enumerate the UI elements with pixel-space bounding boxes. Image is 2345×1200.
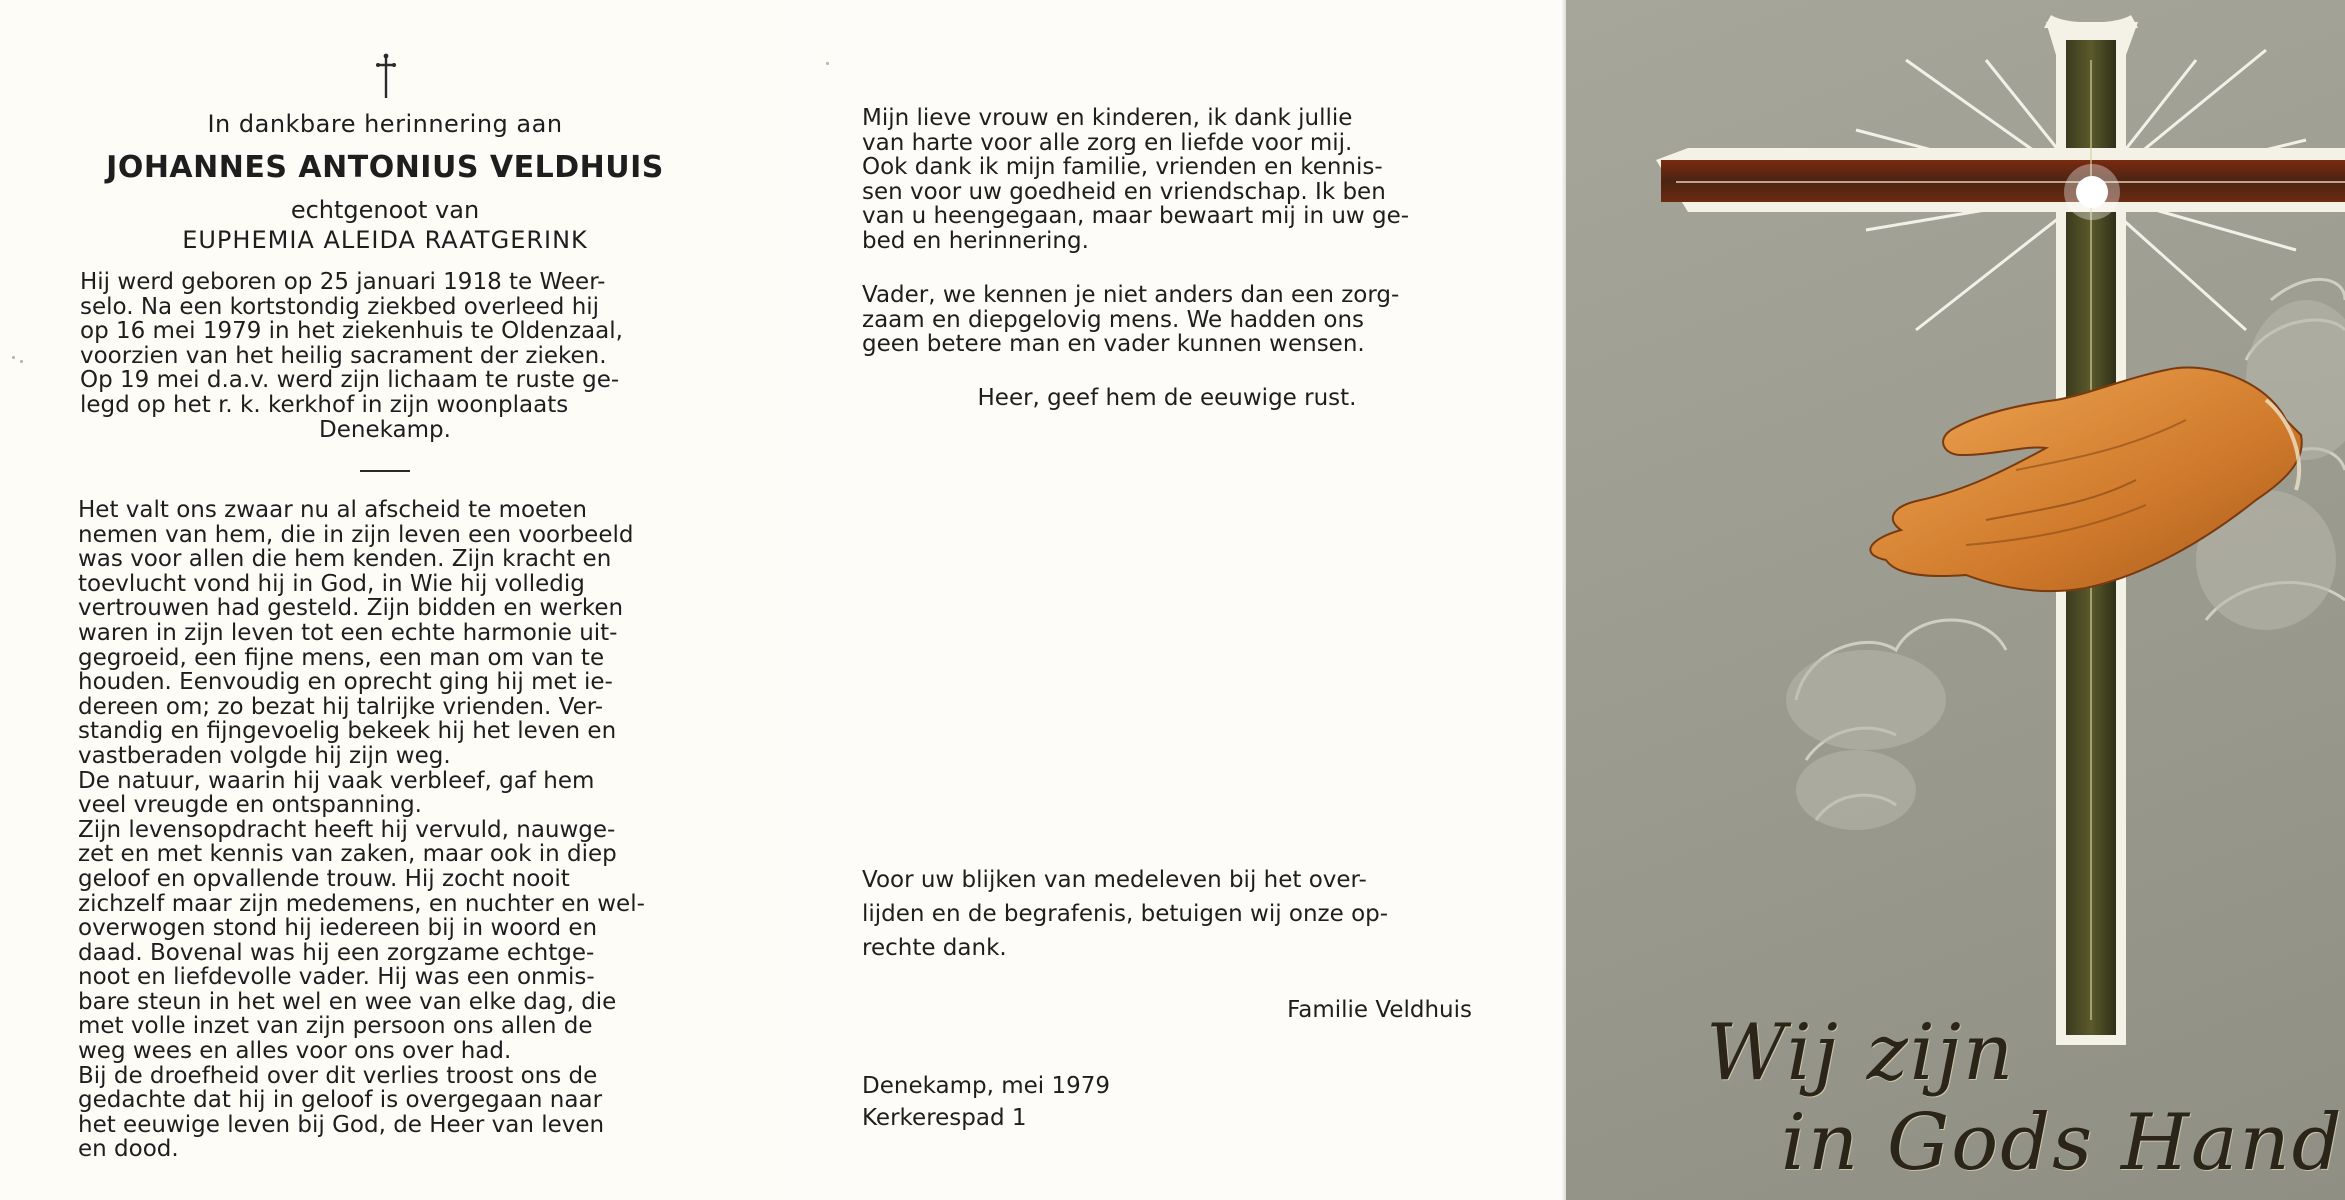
farewell-line: bed en herinnering. — [862, 227, 1089, 254]
biography-paragraph — [80, 270, 690, 418]
intro-line: In dankbare herinnering aan — [207, 110, 563, 138]
small-cross-icon — [374, 52, 398, 100]
father-line: Vader, we kennen je niet anders dan een zorg- — [862, 282, 1400, 308]
tribute-line: daad. Bovenal was hij een zorgzame echtge- — [78, 939, 595, 966]
thanks-line: rechte dank. — [862, 935, 1007, 961]
prayer-line: Heer, geef hem de eeuwige rust. — [977, 385, 1357, 411]
tribute-line: Bij de droefheid over dit verlies troost ons de — [78, 1062, 598, 1089]
thanks-line: Voor uw blijken van medeleven bij het over- — [862, 867, 1367, 893]
tribute-paragraph — [78, 498, 690, 1162]
bio-line: Op 19 mei d.a.v. werd zijn lichaam te ruste ge- — [80, 367, 620, 394]
farewell-line: Ook dank ik mijn familie, vrienden en kennis- — [862, 154, 1383, 181]
tribute-line: Zijn levensopdracht heeft hij vervuld, nauwge- — [78, 816, 616, 843]
tribute-line: het eeuwige leven bij God, de Heer van leven — [78, 1111, 605, 1138]
bio-line: Hij werd geboren op 25 januari 1918 te Weer- — [80, 269, 606, 295]
tribute-line: houden. Eenvoudig en oprecht ging hij met ie- — [78, 669, 613, 696]
father-paragraph — [862, 283, 1472, 357]
paper-speck — [826, 62, 829, 65]
tribute-line: overwogen stond hij iedereen bij in woord en — [78, 915, 598, 942]
tribute-line: weg wees en alles voor ons over had. — [78, 1038, 512, 1065]
tribute-line: gegroeid, een fijne mens, een man om van te — [78, 644, 605, 671]
family-signature: Familie Veldhuis — [1287, 997, 1472, 1023]
farewell-line: van harte voor alle zorg en liefde voor mij. — [862, 129, 1353, 156]
tribute-line: zet en met kennis van zaken, maar ook in diep — [78, 841, 617, 868]
devotional-artwork — [1566, 0, 2345, 1200]
thanks-paragraph — [862, 863, 1472, 965]
tribute-line: vertrouwen had gesteld. Zijn bidden en werken — [78, 595, 624, 622]
spouse-name: EUPHEMIA ALEIDA RAATGERINK — [182, 226, 588, 254]
deceased-name: JOHANNES ANTONIUS VELDHUIS — [106, 150, 664, 185]
father-line: zaam en diepgelovig mens. We hadden ons — [862, 306, 1365, 333]
tribute-line: geloof en opvallende trouw. Hij zocht nooit — [78, 865, 570, 892]
paper-speck — [12, 356, 15, 359]
bio-line: legd op het r. k. kerkhof in zijn woonplaats — [80, 391, 569, 418]
paper-speck — [20, 360, 23, 363]
tribute-line: De natuur, waarin hij vaak verbleef, gaf hem — [78, 767, 595, 794]
tribute-line: standig en fijngevoelig bekeek hij het leven en — [78, 718, 617, 745]
tribute-line: en dood. — [78, 1136, 179, 1163]
bio-line-last: Denekamp. — [319, 417, 451, 443]
bio-line: op 16 mei 1979 in het ziekenhuis te Oldenzaal, — [80, 318, 623, 345]
farewell-paragraph — [862, 106, 1472, 254]
thanks-line: lijden en de begrafenis, betuigen wij onze op- — [862, 901, 1389, 927]
motto-line-1: Wij zijn — [1706, 1008, 2016, 1098]
bio-line: selo. Na een kortstondig ziekbed overleed hij — [80, 293, 600, 320]
father-line: geen betere man en vader kunnen wensen. — [862, 331, 1365, 358]
tribute-line: waren in zijn leven tot een echte harmonie uit- — [78, 619, 618, 646]
tribute-line: Het valt ons zwaar nu al afscheid te moeten — [78, 497, 587, 523]
tribute-line: met volle inzet van zijn persoon ons allen de — [78, 1013, 593, 1040]
divider — [360, 470, 410, 472]
tribute-line: gedachte dat hij in geloof is overgegaan naar — [78, 1087, 603, 1114]
tribute-line: bare steun in het wel en wee van elke dag, die — [78, 988, 617, 1015]
tribute-line: was voor allen die hem kenden. Zijn kracht en — [78, 546, 612, 573]
tribute-line: dereen om; zo bezat hij talrijke vrienden. Ver- — [78, 693, 604, 720]
address: Kerkerespad 1 — [862, 1105, 1027, 1131]
tribute-line: nemen van hem, die in zijn leven een voorbeeld — [78, 521, 634, 548]
spouse-prefix: echtgenoot van — [290, 196, 480, 224]
farewell-line: Mijn lieve vrouw en kinderen, ik dank jullie — [862, 105, 1353, 131]
tribute-line: noot en liefdevolle vader. Hij was een onmis- — [78, 964, 595, 991]
farewell-line: van u heengegaan, maar bewaart mij in uw ge- — [862, 203, 1410, 230]
tribute-line: veel vreugde en ontspanning. — [78, 792, 422, 819]
bio-line: voorzien van het heilig sacrament der zieken. — [80, 342, 607, 369]
tribute-line: zichzelf maar zijn medemens, en nuchter en wel- — [78, 890, 645, 917]
tribute-line: vastberaden volgde hij zijn weg. — [78, 742, 451, 769]
farewell-line: sen voor uw goedheid en vriendschap. Ik ben — [862, 178, 1386, 205]
place-date: Denekamp, mei 1979 — [862, 1073, 1111, 1099]
tribute-line: toevlucht vond hij in God, in Wie hij volledig — [78, 570, 585, 597]
motto-line-2: in Gods Hand — [1781, 1098, 2344, 1188]
